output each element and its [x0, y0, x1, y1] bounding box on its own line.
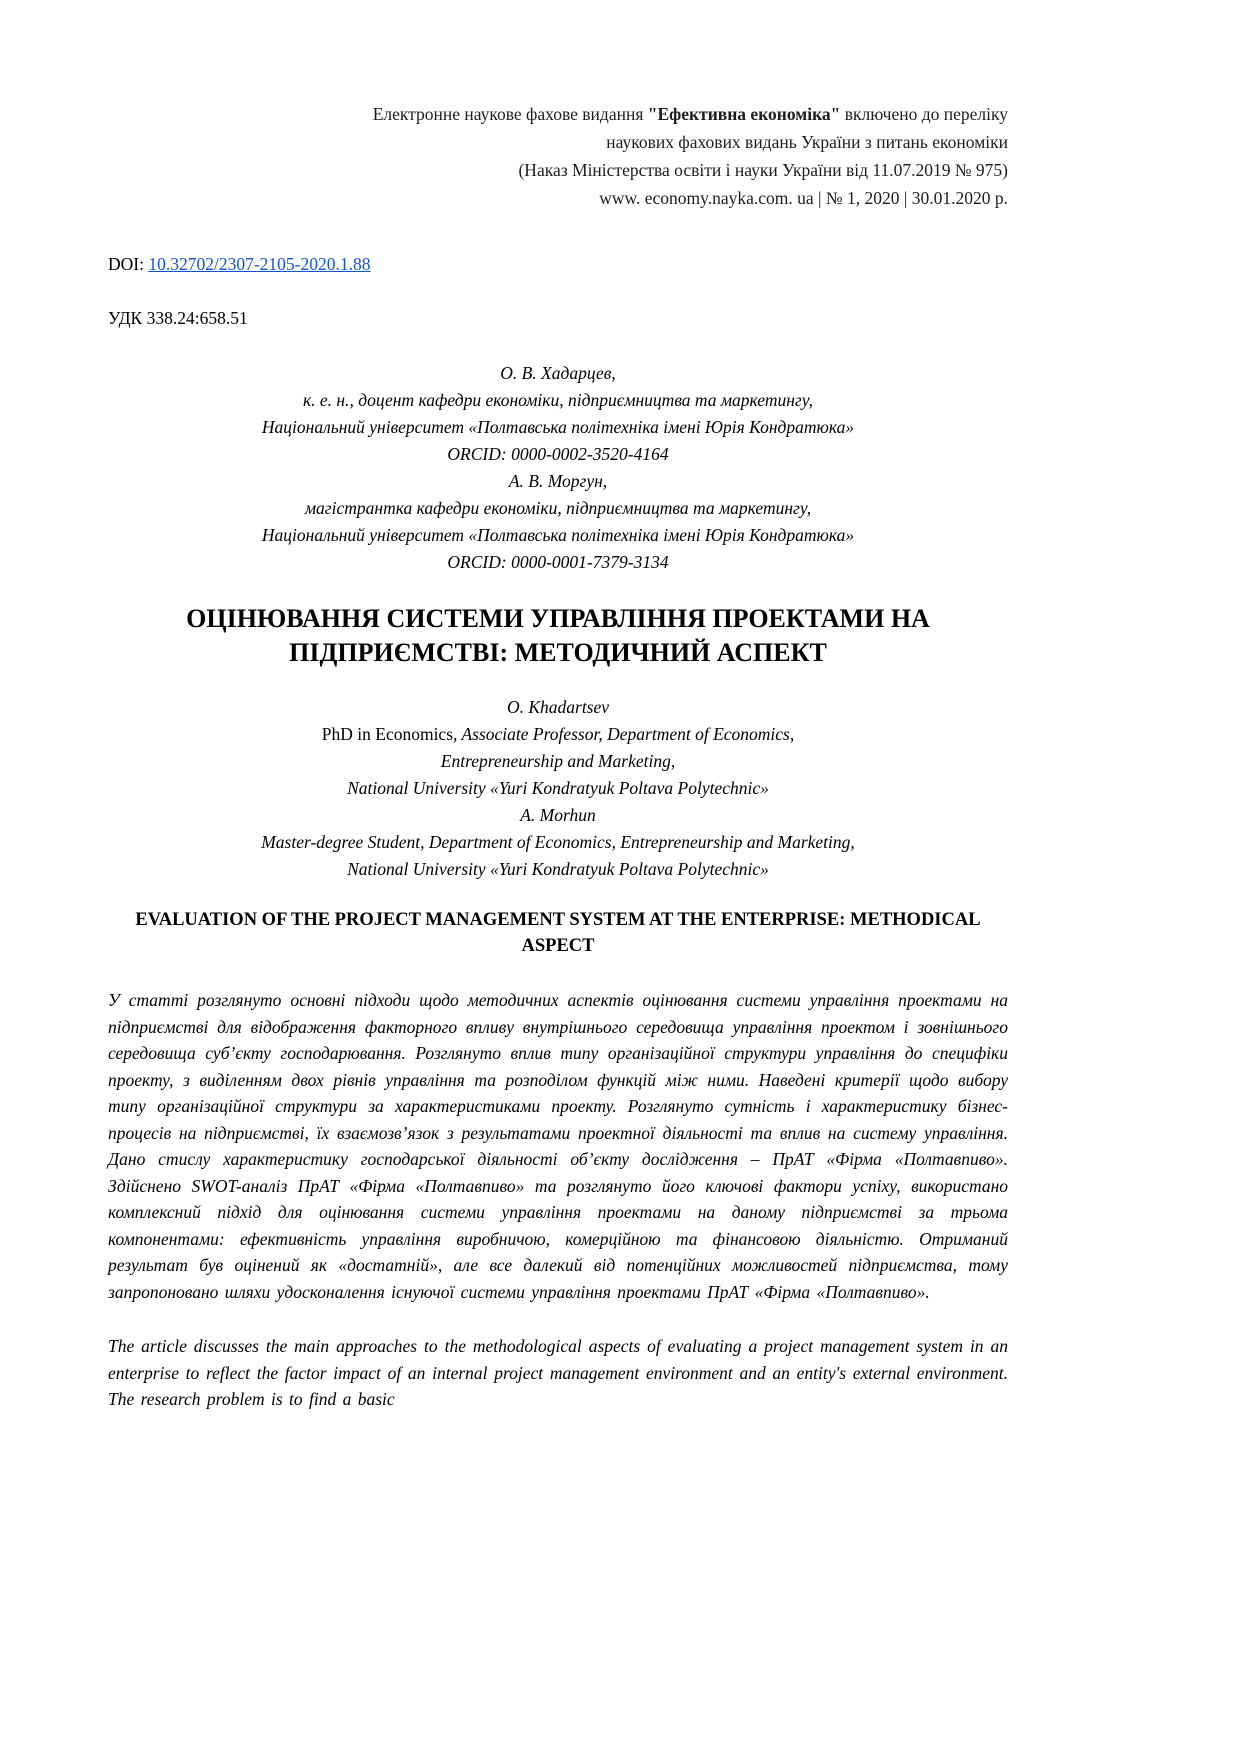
author-ua-orcid: ORCID: 0000-0001-7379-3134: [447, 552, 669, 572]
authors-block-ua: [108, 360, 1008, 576]
journal-header-line-1: [108, 100, 1008, 128]
doi-link[interactable]: 10.32702/2307-2105-2020.1.88: [148, 254, 371, 274]
abstract-en: The article discusses the main approaches to the methodological aspects of evaluating a project management system in an enterprise to reflect the factor impact of an internal project management environment and an entity's external environment. The research problem is to find a basic: [108, 1336, 1008, 1409]
article-title-ua: ОЦІНЮВАННЯ СИСТЕМИ УПРАВЛІННЯ ПРОЕКТАМИ НА ПІДПРИЄМСТВІ: МЕТОДИЧНИЙ АСПЕКТ: [186, 604, 930, 667]
author-en-degree: PhD in Economics: [321, 724, 454, 744]
journal-name: "Ефективна економіка": [647, 104, 841, 124]
journal-header-line-4: www. economy.nayka.com. ua | № 1, 2020 | 30.01.2020 р.: [599, 188, 1008, 208]
author-ua-name: А. В. Моргун,: [508, 471, 608, 491]
author-ua-orcid: ORCID: 0000-0002-3520-4164: [447, 444, 669, 464]
journal-header-line-3: (Наказ Міністерства освіти і науки України від 11.07.2019 № 975): [518, 160, 1008, 180]
udk-line: УДК 338.24:658.51: [108, 308, 248, 328]
article-title-en: EVALUATION OF THE PROJECT MANAGEMENT SYSTEM AT THE ENTERPRISE: METHODICAL ASPECT: [135, 910, 981, 956]
authors-block-en: [108, 694, 1008, 883]
journal-header: [108, 100, 1008, 212]
author-ua-university: Національний університет «Полтавська політехніка імені Юрія Кондратюка»: [261, 417, 855, 437]
journal-header-text: включено до переліку: [840, 104, 1008, 124]
doi-label: DOI:: [108, 254, 149, 274]
author-ua-affiliation: магістрантка кафедри економіки, підприємництва та маркетингу,: [304, 498, 812, 518]
author-en-university: National University «Yuri Kondratyuk Poltava Polytechnic»: [347, 778, 769, 798]
document-page: [108, 0, 1008, 1413]
author-en-affiliation: [108, 721, 1008, 748]
author-ua-affiliation: к. е. н., доцент кафедри економіки, підприємництва та маркетингу,: [302, 390, 814, 410]
author-ua-name: О. В. Хадарцев,: [500, 363, 616, 383]
author-en-role: , Associate Professor, Department of Economics,: [453, 724, 795, 744]
journal-header-text: Електронне наукове фахове видання: [372, 104, 648, 124]
doi-line: [108, 252, 1008, 276]
author-en-affiliation: Entrepreneurship and Marketing,: [440, 751, 676, 771]
author-ua-university: Національний університет «Полтавська політехніка імені Юрія Кондратюка»: [261, 525, 855, 545]
author-en-university: National University «Yuri Kondratyuk Poltava Polytechnic»: [347, 859, 769, 879]
author-en-name: O. Khadartsev: [506, 697, 610, 717]
author-en-affiliation: Master-degree Student, Department of Economics, Entrepreneurship and Marketing,: [261, 832, 855, 852]
abstract-ua: У статті розглянуто основні підходи щодо методичних аспектів оцінювання системи управління проектами на підприємстві для відображення факторного впливу внутрішнього середовища управління проектом і зовнішнього середовища суб’єкту господарювання. Розглянуто вплив типу організаційної структури управління до специфіки проекту, з виділенням двох рівнів управління та розподілом функцій між ними. Наведені критерії щодо вибору типу організаційної структури за характеристиками проекту. Розглянуто сутність і характеристику бізнес-процесів на підприємстві, їх взаємозв’язок з результатами проектної діяльності та вплив на систему управління. Дано стислу характеристику господарської діяльності об’єкту дослідження – ПрАТ «Фірма «Полтавпиво». Здійснено SWOT-аналіз ПрАТ «Фірма «Полтавпиво» та розглянуто його ключові фактори успіху, використано комплексний підхід для оцінювання системи управління проектами на даному підприємстві за трьома компонентами: ефективність управління виробничою, комерційною та фінансовою діяльністю. Отриманий результат був оцінений як «достатній», але все далекий від потенційних можливостей підприємства, тому запропоновано шляхи удосконалення існуючої системи управління проектами ПрАТ «Фірма «Полтавпиво».: [108, 990, 1008, 1302]
author-en-name: A. Morhun: [520, 805, 596, 825]
journal-header-line-2: наукових фахових видань України з питань економіки: [606, 132, 1008, 152]
